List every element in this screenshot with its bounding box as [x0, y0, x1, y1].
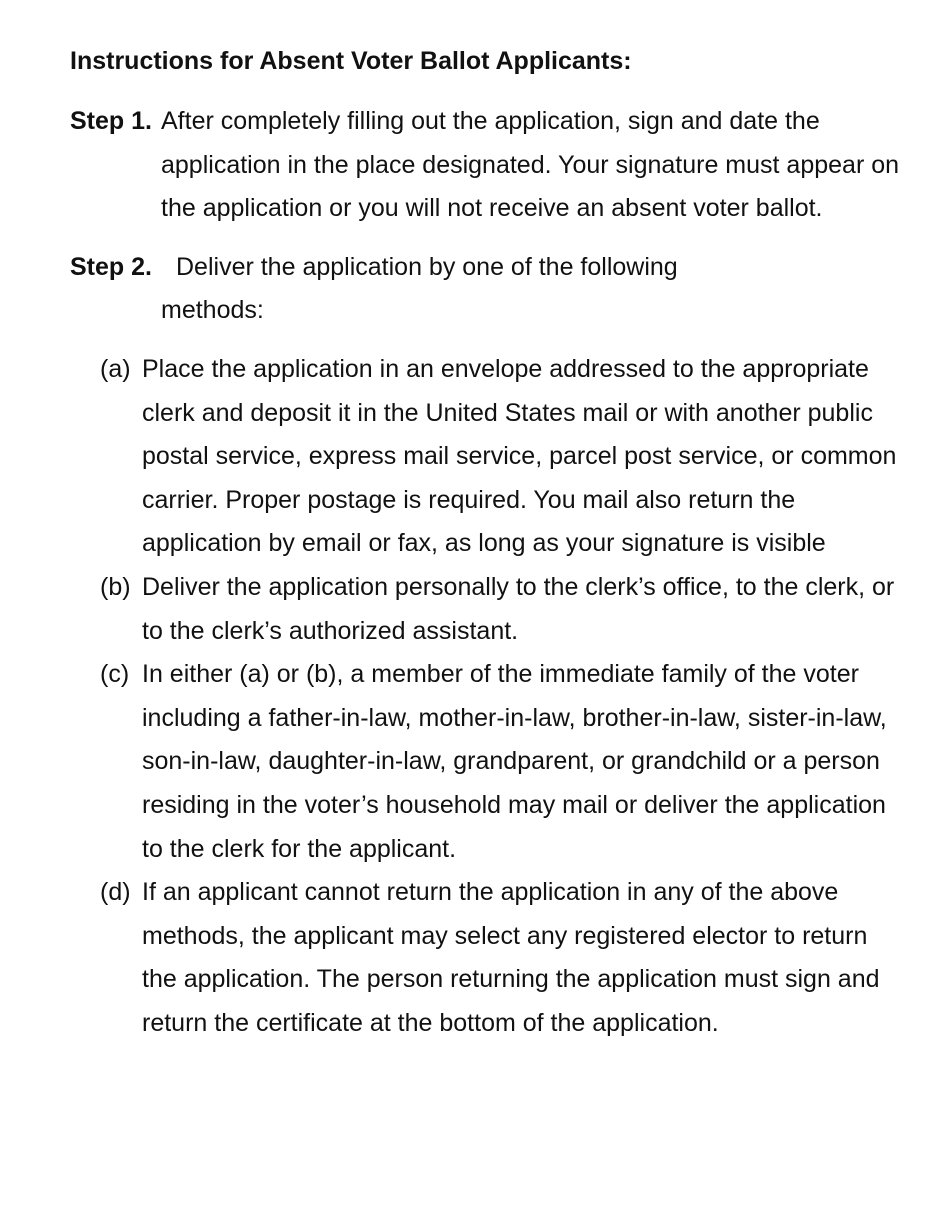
- method-d-label: (d): [100, 878, 131, 907]
- step-2-text-line-2: methods:: [161, 296, 264, 325]
- method-b-label: (b): [100, 572, 131, 601]
- step-2-text-line-1: Deliver the application by one of the following: [176, 252, 678, 281]
- step-1: [70, 100, 900, 231]
- method-a: [70, 348, 900, 566]
- method-c-label: (c): [100, 660, 130, 689]
- method-a-label: (a): [100, 354, 131, 383]
- delivery-methods-list: [70, 348, 900, 1046]
- step-2: [70, 246, 900, 333]
- step-1-label: Step 1.: [70, 107, 152, 135]
- method-c: [70, 653, 900, 871]
- instructions-page: [70, 40, 900, 1045]
- step-2-label: Step 2.: [70, 252, 152, 281]
- method-d: [70, 871, 900, 1045]
- method-d-text: If an applicant cannot return the application in any of the above methods, the applicant may select any registered elector to return the application. The person returning the application must sign and return the certificate at the bottom of the application.: [142, 878, 880, 1037]
- page-title: Instructions for Absent Voter Ballot Applicants:: [70, 47, 632, 75]
- method-c-text: In either (a) or (b), a member of the immediate family of the voter including a father-in-law, mother-in-law, brother-in-law, sister-in-law, son-in-law, daughter-in-law, grandparent, or grandchild or a person residing in the voter’s household may mail or deliver the application to the clerk for the applicant.: [142, 660, 887, 863]
- step-1-text: After completely filling out the application, sign and date the application in the place designated. Your signature must appear on the application or you will not receive an absent voter ballot.: [161, 107, 900, 223]
- method-a-text: Place the application in an envelope addressed to the appropriate clerk and deposit it in the United States mail or with another public postal service, express mail service, parcel post service, or common carrier. Proper postage is required. You mail also return the application by email or fax, as long as your signature is visible: [142, 354, 897, 558]
- method-b-text: Deliver the application personally to the clerk’s office, to the clerk, or to the clerk’s authorized assistant.: [142, 572, 895, 645]
- method-b: [70, 566, 900, 653]
